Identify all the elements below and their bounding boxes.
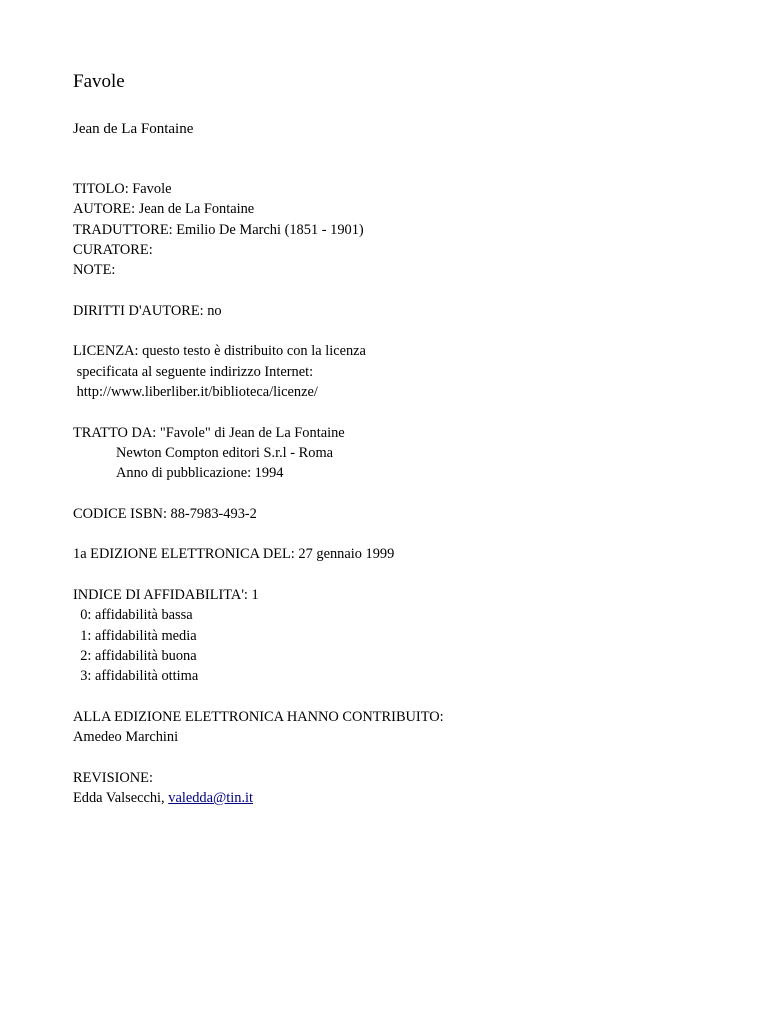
meta-traduttore: TRADUTTORE: Emilio De Marchi (1851 - 1901) xyxy=(73,221,364,238)
author-heading: Jean de La Fontaine xyxy=(73,121,194,137)
document-title: Favole xyxy=(73,71,125,92)
meta-note: NOTE: xyxy=(73,262,116,279)
document-page xyxy=(73,68,733,808)
licenza-line-3: http://www.liberliber.it/biblioteca/licenze/ xyxy=(73,383,318,400)
licenza-line-1: LICENZA: questo testo è distribuito con la licenza xyxy=(73,343,366,360)
meta-autore: AUTORE: Jean de La Fontaine xyxy=(73,201,255,218)
licenza-line-2: specificata al seguente indirizzo Internet: xyxy=(73,363,314,380)
meta-titolo: TITOLO: Favole xyxy=(73,181,172,197)
affidabilita-level: 3: affidabilità ottima xyxy=(73,668,199,685)
affidabilita-level: 0: affidabilità bassa xyxy=(73,607,193,624)
affidabilita-level: 2: affidabilità buona xyxy=(73,647,197,664)
spacer xyxy=(73,402,733,422)
spacer xyxy=(73,686,733,706)
revisore-email-link[interactable]: valedda@tin.it xyxy=(168,789,254,806)
affidabilita-header: INDICE DI AFFIDABILITA': 1 xyxy=(73,586,259,603)
spacer xyxy=(73,747,733,767)
meta-curatore: CURATORE: xyxy=(73,241,153,258)
contributi-header: ALLA EDIZIONE ELETTRONICA HANNO CONTRIBUITO: xyxy=(73,708,444,725)
contributi-name: Amedeo Marchini xyxy=(73,729,179,746)
edizione-line: 1a EDIZIONE ELETTRONICA DEL: 27 gennaio 1999 xyxy=(73,546,395,563)
diritti-line: DIRITTI D'AUTORE: no xyxy=(73,302,222,319)
spacer xyxy=(73,565,733,585)
spacer xyxy=(73,524,733,544)
spacer xyxy=(73,280,733,300)
metadata-block xyxy=(73,179,733,808)
revisore-name: Edda Valsecchi, xyxy=(73,789,169,806)
spacer xyxy=(73,483,733,503)
tratto-line-3: Anno di pubblicazione: 1994 xyxy=(116,465,284,482)
spacer xyxy=(73,321,733,341)
tratto-line-2: Newton Compton editori S.r.l - Roma xyxy=(116,444,334,461)
affidabilita-level: 1: affidabilità media xyxy=(73,627,197,644)
isbn-line: CODICE ISBN: 88-7983-493-2 xyxy=(73,505,257,522)
revisione-header: REVISIONE: xyxy=(73,769,153,786)
revisione-line xyxy=(73,788,733,808)
tratto-line-1: TRATTO DA: "Favole" di Jean de La Fontaine xyxy=(73,424,345,441)
